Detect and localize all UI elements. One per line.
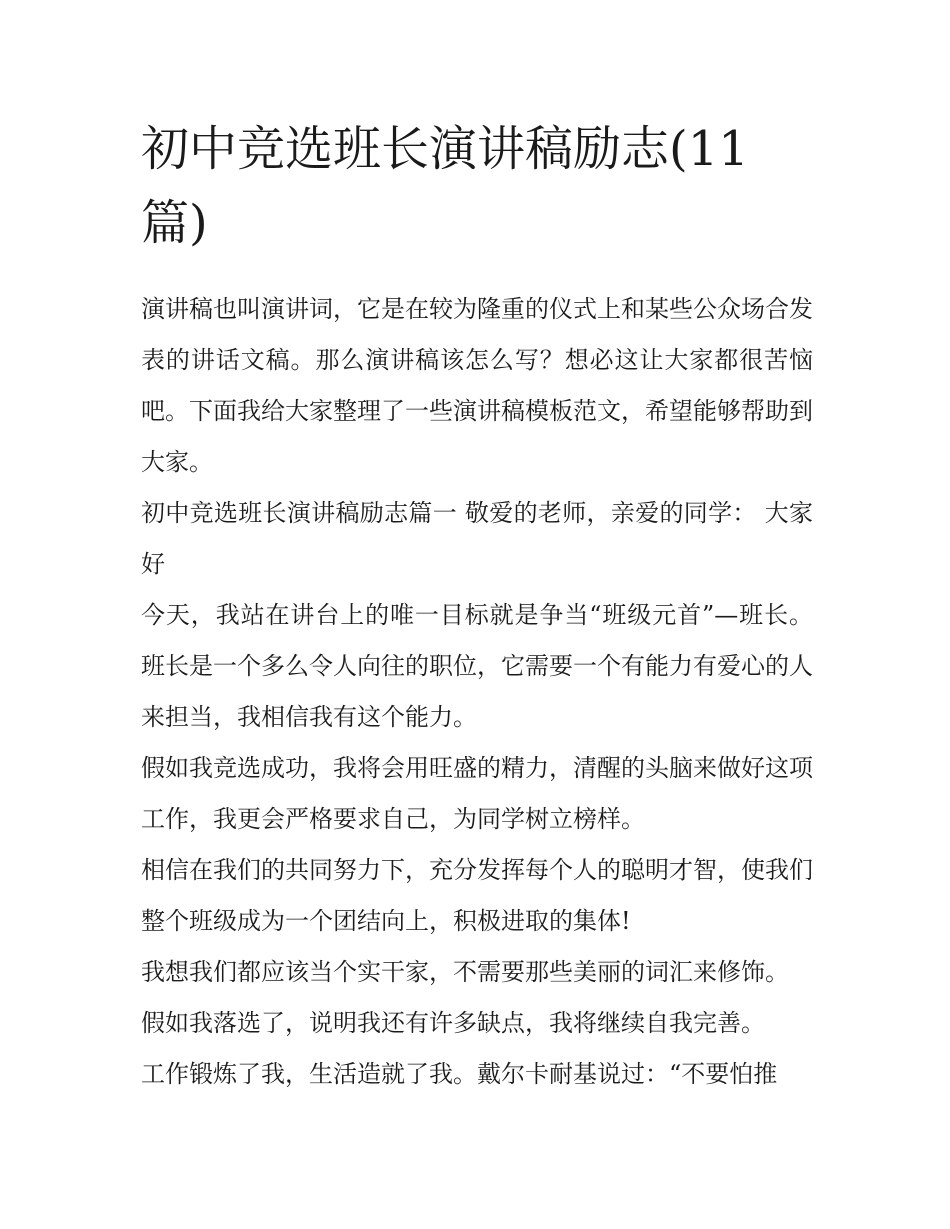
document-body [141, 112, 813, 1100]
paragraph-goal: 今天，我站在讲台上的唯一目标就是争当“班级元首”—班长。班长是一个多么令人向往的职位，它需要一个有能力有爱心的人来担当，我相信我有这个能力。 [141, 601, 813, 731]
paragraph-if-elected: 假如我竞选成功，我将会用旺盛的精力，清醒的头脑来做好这项工作，我更会严格要求自己，为同学树立榜样。 [141, 754, 813, 833]
paragraph-carnegie: 工作锻炼了我，生活造就了我。戴尔卡耐基说过：“不要怕推 [141, 1060, 778, 1088]
paragraph-doers: 我想我们都应该当个实干家，不需要那些美丽的词汇来修饰。 [141, 958, 789, 986]
paragraph-intro: 演讲稿也叫演讲词，它是在较为隆重的仪式上和某些公众场合发表的讲话文稿。那么演讲稿该怎么写？想必这让大家都很苦恼吧。下面我给大家整理了一些演讲稿模板范文，希望能够帮助到大家。 [141, 295, 813, 476]
document-title: 初中竞选班长演讲稿励志(11篇) [141, 121, 749, 251]
paragraph-together: 相信在我们的共同努力下，充分发挥每个人的聪明才智，使我们整个班级成为一个团结向上，积极进取的集体! [141, 856, 813, 935]
paragraph-if-lost: 假如我落选了，说明我还有许多缺点，我将继续自我完善。 [141, 1009, 765, 1037]
paragraph-greeting: 初中竞选班长演讲稿励志篇一 敬爱的老师，亲爱的同学： 大家好 [141, 499, 813, 578]
